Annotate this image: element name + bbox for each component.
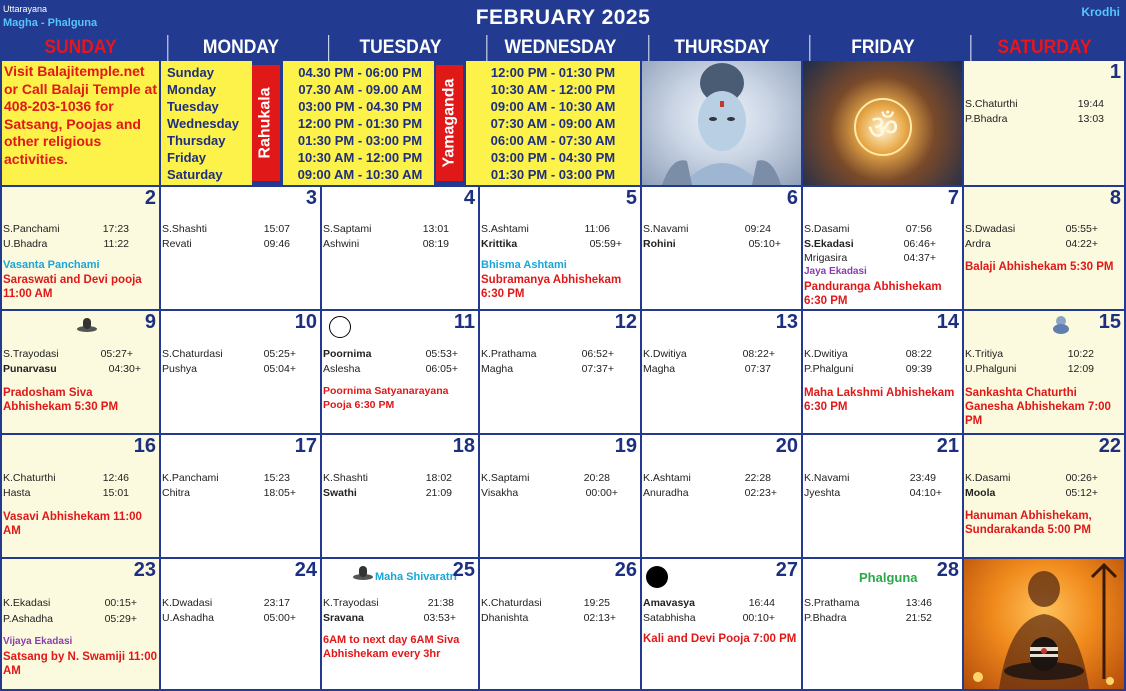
rahukala-day: Tuesday (167, 99, 219, 114)
day-cell-21[interactable] (803, 435, 962, 557)
nakshatra-time: 09:39 (905, 363, 932, 375)
day-number: 27 (775, 559, 798, 581)
tithi-time: 22:28 (744, 472, 771, 484)
nakshatra: Aslesha (323, 363, 361, 375)
day-cell-27[interactable] (642, 559, 801, 689)
calendar-header (2, 2, 1124, 33)
tithi-time: 19:25 (583, 597, 610, 609)
nakshatra: Dhanishta (481, 612, 529, 624)
day-cell-17[interactable] (161, 435, 320, 557)
day-cell-24[interactable] (161, 559, 320, 689)
nakshatra: Swathi (323, 487, 357, 499)
nakshatra-time: 18:05+ (263, 487, 296, 499)
tithi-time: 09:24 (744, 223, 771, 235)
day-number: 6 (786, 187, 798, 209)
yamaganda-time: 03:00 PM - 04:30 PM (490, 150, 616, 165)
month-title: FEBRUARY 2025 (475, 6, 651, 29)
nakshatra: Ashwini (323, 238, 360, 250)
rahukala-day: Friday (167, 150, 207, 165)
nakshatra: Magha (643, 363, 676, 375)
day-cell-18[interactable] (322, 435, 478, 557)
nakshatra-time: 02:13+ (583, 612, 616, 624)
tithi: K.Prathama (481, 348, 537, 360)
event-text: Subramanya Abhishekam 6:30 PM (481, 274, 622, 300)
rahukala-time: 07.30 AM - 09.00 AM (298, 82, 422, 97)
tithi: S.Dasami (804, 223, 850, 235)
yamaganda-time: 09:00 AM - 10:30 AM (490, 99, 616, 114)
nakshatra: Punarvasu (3, 363, 57, 375)
nakshatra: P.Ashadha (3, 613, 54, 625)
day-cell-5[interactable] (480, 187, 640, 309)
rahukala-time: 12:00 PM - 01:30 PM (297, 116, 423, 131)
tithi-time: 18:02 (425, 472, 452, 484)
tithi: S.Ashtami (481, 223, 529, 235)
tithi-time: 06:52+ (581, 348, 614, 360)
nakshatra: U.Bhadra (3, 238, 48, 250)
day-number: 12 (614, 311, 637, 333)
tithi-2-time: 06:46+ (903, 238, 936, 250)
tithi-time: 17:23 (102, 223, 129, 235)
nakshatra: P.Bhadra (804, 612, 847, 624)
tithi-row (965, 98, 1122, 112)
day-cell-12[interactable] (480, 311, 640, 433)
shiva-illustration (642, 61, 801, 185)
nakshatra: P.Phalguni (804, 363, 854, 375)
tithi: Amavasya (643, 597, 695, 609)
weekday-monday: MONDAY (167, 35, 313, 61)
tithi: S.Chaturthi (965, 98, 1018, 110)
nakshatra: Krittika (481, 238, 518, 250)
nakshatra-time: 05:10+ (748, 238, 781, 250)
nakshatra-row (965, 113, 1122, 127)
samvatsara-label: Krodhi (1081, 5, 1120, 19)
tithi-time: 21:38 (427, 597, 454, 609)
nakshatra-time: 04:30+ (108, 363, 141, 375)
yamaganda-time: 12:00 PM - 01:30 PM (490, 65, 616, 80)
nakshatra-time: 08:19 (422, 238, 449, 250)
nakshatra-time: 04:37+ (903, 252, 936, 264)
yamaganda-times (466, 61, 640, 185)
day-cell-9[interactable] (2, 311, 159, 433)
day-number: 21 (936, 435, 959, 457)
event-text: Sankashta Chaturthi Ganesha Abhishekam 7:00 PM (965, 387, 1111, 427)
tithi: K.Navami (804, 472, 850, 484)
tithi-time: 05:53+ (425, 348, 458, 360)
tithi-time: 05:27+ (100, 348, 133, 360)
day-number: 17 (294, 435, 317, 457)
nakshatra: Moola (965, 487, 996, 499)
nakshatra-time: 11:22 (103, 238, 129, 250)
nakshatra-time: 07:37+ (581, 363, 614, 375)
tithi: S.Prathama (804, 597, 860, 609)
event-text: Satsang by N. Swamiji 11:00 AM (3, 651, 158, 677)
nakshatra: Jyeshta (804, 487, 841, 499)
event-text: Vasavi Abhishekam 11:00 AM (3, 511, 142, 537)
yamaganda-label: Yamaganda (436, 65, 463, 181)
day-number: 8 (1109, 187, 1121, 209)
tithi-time: 15:23 (263, 472, 290, 484)
shiva-image (642, 61, 801, 185)
tithi: S.Trayodasi (3, 348, 59, 360)
day-cell-4[interactable] (322, 187, 478, 309)
tithi: S.Shashti (162, 223, 207, 235)
day-cell-19[interactable] (480, 435, 640, 557)
nakshatra-time: 06:05+ (425, 363, 458, 375)
shiva-silhouette-illustration (964, 559, 1124, 689)
shiva-lingam-icon (76, 314, 98, 334)
day-number: 23 (133, 559, 156, 581)
day-number: 28 (936, 559, 959, 581)
rahukala-time: 09:00 AM - 10:30 AM (297, 167, 423, 182)
nakshatra-time: 13:03 (1077, 113, 1104, 125)
temple-info: Visit Balajitemple.net or Call Balaji Temple at 408-203-1036 for Satsang, Poojas and other religious activities. (2, 61, 159, 185)
day-cell-16[interactable] (2, 435, 159, 557)
yamaganda-time: 07:30 AM - 09:00 AM (490, 116, 616, 131)
nakshatra-time: 21:09 (425, 487, 452, 499)
nakshatra-time: 04:10+ (909, 487, 942, 499)
day-number: 5 (625, 187, 637, 209)
day-cell-13[interactable] (642, 311, 801, 433)
event-text: Panduranga Abhishekam 6:30 PM (804, 281, 942, 307)
festival-label: Maha Shivaratri (375, 571, 457, 583)
rahukala-label: Rahukala (252, 65, 280, 181)
nakshatra: Ardra (965, 238, 991, 250)
day-cell-23[interactable] (2, 559, 159, 689)
day-cell-1[interactable] (964, 61, 1124, 185)
day-number: 13 (775, 311, 798, 333)
tithi-time: 15:07 (263, 223, 290, 235)
nakshatra: Mrigasira (804, 252, 848, 264)
tithi-time: 19:44 (1077, 98, 1104, 110)
day-cell-20[interactable] (642, 435, 801, 557)
nakshatra-time: 05:12+ (1065, 487, 1098, 499)
months-label: Magha - Phalguna (3, 17, 98, 29)
nakshatra-time: 05:59+ (589, 238, 622, 250)
event-text: Saraswati and Devi pooja 11:00 AM (3, 274, 142, 300)
nakshatra: U.Phalguni (965, 363, 1017, 375)
new-moon-icon (646, 566, 668, 588)
tithi: K.Tritiya (965, 348, 1004, 360)
weekday-friday: FRIDAY (809, 35, 955, 61)
event-text: Kali and Devi Pooja 7:00 PM (643, 633, 797, 645)
yamaganda-time: 06:00 AM - 07:30 AM (490, 133, 616, 148)
nakshatra: U.Ashadha (162, 612, 214, 624)
full-moon-icon (329, 316, 351, 338)
day-number: 14 (936, 311, 959, 333)
nakshatra-time: 03:53+ (423, 612, 456, 624)
nakshatra-time: 15:01 (102, 487, 129, 499)
event-text: Balaji Abhishekam 5:30 PM (965, 261, 1114, 273)
nakshatra: Anuradha (643, 487, 689, 499)
nakshatra: P.Bhadra (965, 113, 1008, 125)
om-illustration (803, 61, 962, 185)
weekday-tuesday: TUESDAY (328, 35, 472, 61)
tithi: K.Ashtami (643, 472, 691, 484)
day-cell-14[interactable] (803, 311, 962, 433)
tithi-time: 05:25+ (263, 348, 296, 360)
rahukala-times (283, 61, 434, 185)
tithi: S.Panchami (3, 223, 60, 235)
yamaganda-time: 10:30 AM - 12:00 PM (490, 82, 616, 97)
month-change-label: Phalguna (859, 570, 918, 585)
nakshatra: Revati (162, 238, 192, 250)
tithi: S.Saptami (323, 223, 372, 235)
nakshatra-time: 05:00+ (263, 612, 296, 624)
tithi-time: 12:46 (102, 472, 129, 484)
tithi: K.Saptami (481, 472, 530, 484)
tithi: K.Dwitiya (643, 348, 687, 360)
day-number: 26 (614, 559, 637, 581)
day-number: 3 (305, 187, 317, 209)
nakshatra: Magha (481, 363, 514, 375)
rahukala-time: 04.30 PM - 06:00 PM (298, 65, 422, 80)
tithi: K.Dasami (965, 472, 1011, 484)
day-number: 25 (452, 559, 475, 581)
day-cell-6[interactable] (642, 187, 801, 309)
tithi: K.Trayodasi (323, 597, 379, 609)
day-number: 2 (144, 187, 156, 209)
day-number: 7 (947, 187, 959, 209)
tithi-time: 23:49 (909, 472, 936, 484)
nakshatra: Sravana (323, 612, 364, 624)
rahukala-time: 03:00 PM - 04.30 PM (298, 99, 422, 114)
nakshatra: Satabhisha (643, 612, 696, 624)
tithi: K.Shashti (323, 472, 368, 484)
tithi-time: 23:17 (263, 597, 290, 609)
tithi: K.Chaturthi (3, 472, 56, 484)
tithi-time: 05:55+ (1065, 223, 1098, 235)
event-text: Hanuman Abhishekam, Sundarakanda 5:00 PM (965, 510, 1092, 536)
weekday-wednesday: WEDNESDAY (486, 35, 633, 61)
tithi-time: 13:01 (422, 223, 449, 235)
nakshatra: Hasta (3, 487, 31, 499)
festival-label: Bhisma Ashtami (481, 259, 567, 271)
ganesha-icon (1050, 314, 1072, 334)
day-cell-7[interactable] (803, 187, 962, 309)
nakshatra-time: 04:22+ (1065, 238, 1098, 250)
tithi-time: 16:44 (748, 597, 775, 609)
day-cell-28[interactable] (803, 559, 962, 689)
rahukala-day: Sunday (167, 65, 214, 80)
day-cell-3[interactable] (161, 187, 320, 309)
rahukala-day: Thursday (167, 133, 226, 148)
tithi-time: 20:28 (583, 472, 610, 484)
rahukala-day: Saturday (167, 167, 223, 182)
nakshatra-time: 02:23+ (744, 487, 777, 499)
tithi: S.Dwadasi (965, 223, 1016, 235)
nakshatra: Visakha (481, 487, 519, 499)
day-cell-8[interactable] (964, 187, 1124, 309)
day-number: 10 (294, 311, 317, 333)
day-number: 16 (133, 435, 156, 457)
tithi-time: 08:22 (905, 348, 932, 360)
nakshatra-time: 07:37 (744, 363, 771, 375)
day-cell-15[interactable] (964, 311, 1124, 433)
weekday-thursday: THURSDAY (648, 35, 794, 61)
tithi: K.Panchami (162, 472, 219, 484)
ekadasi-label: Vijaya Ekadasi (3, 636, 73, 647)
day-number: 1 (1109, 61, 1121, 83)
festival-label: Vasanta Panchami (3, 259, 100, 271)
nakshatra: Chitra (162, 487, 191, 499)
rahukala-day: Monday (167, 82, 217, 97)
day-number: 11 (453, 311, 475, 333)
day-cell-26[interactable] (480, 559, 640, 689)
tithi: K.Ekadasi (3, 597, 51, 609)
day-cell-22[interactable] (964, 435, 1124, 557)
tithi: K.Dwadasi (162, 597, 213, 609)
nakshatra: Rohini (643, 238, 676, 250)
ekadasi-label: Jaya Ekadasi (804, 266, 867, 277)
rahukala-time: 01:30 PM - 03:00 PM (297, 133, 423, 148)
yamaganda-time: 01:30 PM - 03:00 PM (490, 167, 616, 182)
tithi: K.Dwitiya (804, 348, 848, 360)
ayana-label: Uttarayana (3, 4, 48, 14)
tithi-time: 07:56 (905, 223, 932, 235)
day-number: 19 (614, 435, 637, 457)
nakshatra-time: 21:52 (905, 612, 932, 624)
event-text: Pradosham Siva Abhishekam 5:30 PM (3, 387, 119, 413)
tithi-time: 00:15+ (104, 597, 137, 609)
event-text: Poornima Satyanarayana Pooja 6:30 PM (323, 385, 449, 411)
shiva-lingam-icon (352, 562, 374, 582)
day-cell-10[interactable] (161, 311, 320, 433)
rahukala-days (161, 61, 252, 185)
nakshatra: Pushya (162, 363, 198, 375)
om-image (803, 61, 962, 185)
weekday-sunday: SUNDAY (8, 35, 152, 61)
day-cell-25[interactable] (322, 559, 478, 689)
tithi-time: 00:26+ (1065, 472, 1098, 484)
nakshatra-time: 12:09 (1067, 363, 1094, 375)
day-number: 9 (144, 311, 156, 333)
tithi: S.Chaturdasi (162, 348, 223, 360)
day-number: 22 (1098, 435, 1121, 457)
nakshatra-time: 05:29+ (104, 613, 137, 625)
tithi-time: 11:06 (584, 223, 610, 235)
weekday-saturday: SATURDAY (970, 35, 1117, 61)
nakshatra-time: 00:10+ (742, 612, 775, 624)
rahukala-time: 10:30 AM - 12:00 PM (297, 150, 423, 165)
event-text: Maha Lakshmi Abhishekam 6:30 PM (804, 387, 955, 413)
day-number: 24 (294, 559, 317, 581)
rahukala-day: Wednesday (167, 116, 240, 131)
tithi-time: 10:22 (1067, 348, 1094, 360)
nakshatra-time: 05:04+ (263, 363, 296, 375)
svg-text:ॐ: ॐ (867, 108, 899, 148)
tithi-2: S.Ekadasi (804, 238, 854, 250)
nakshatra-time: 00:00+ (585, 487, 618, 499)
shiva-silhouette-image (964, 559, 1124, 689)
day-cell-2[interactable] (2, 187, 159, 309)
tithi: S.Navami (643, 223, 689, 235)
day-number: 4 (463, 187, 475, 209)
day-number: 20 (775, 435, 798, 457)
day-number: 15 (1098, 311, 1121, 333)
day-cell-11[interactable] (322, 311, 478, 433)
tithi: K.Chaturdasi (481, 597, 542, 609)
tithi: Poornima (323, 348, 372, 360)
tithi-time: 13:46 (905, 597, 932, 609)
day-number: 18 (452, 435, 475, 457)
nakshatra-time: 09:46 (263, 238, 290, 250)
tithi-time: 08:22+ (742, 348, 775, 360)
event-text: 6AM to next day 6AM Siva Abhishekam every 3hr (323, 634, 460, 660)
